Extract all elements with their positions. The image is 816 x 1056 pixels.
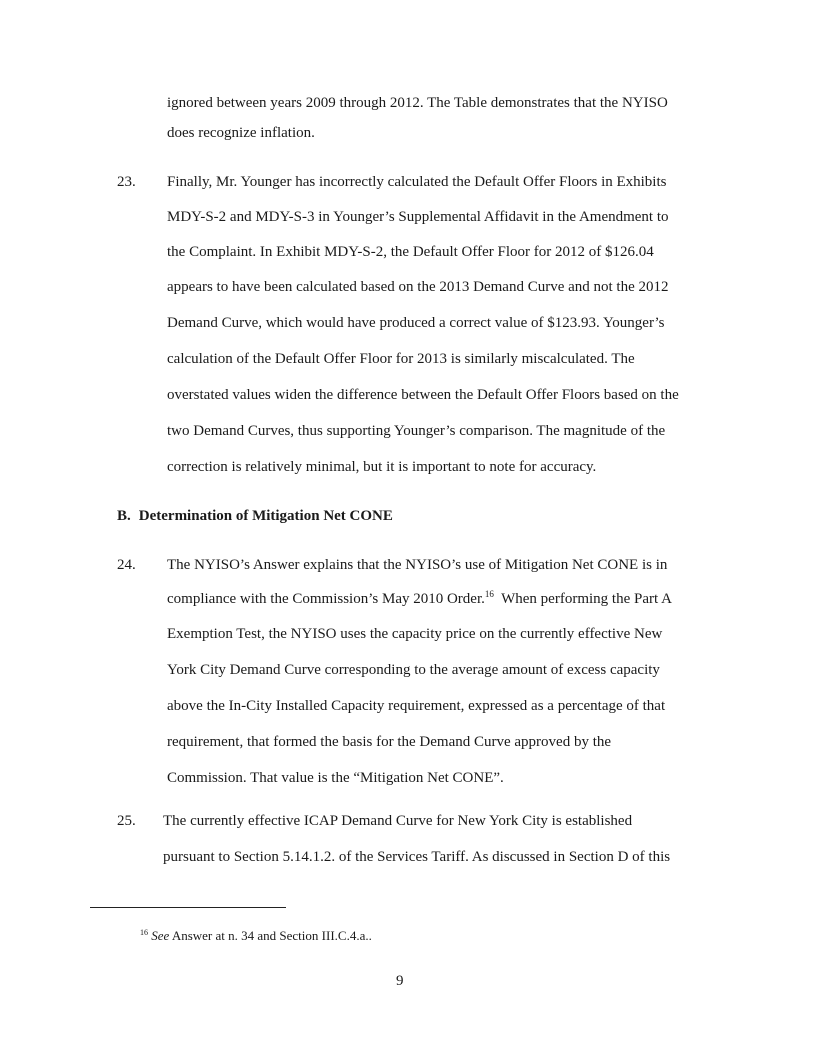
footnote-signal: See [151,928,170,943]
paragraph-23-line: the Complaint. In Exhibit MDY-S-2, the Default Offer Floor for 2012 of $126.04 [167,244,654,260]
paragraph-23-line: calculation of the Default Offer Floor for 2013 is similarly miscalculated. The [167,351,635,367]
paragraph-23-line: two Demand Curves, thus supporting Younger’s comparison. The magnitude of the [167,423,666,439]
continuation-line: does recognize inflation. [167,125,315,141]
paragraph-23-line: Demand Curve, which would have produced a correct value of $123.93. Younger’s [167,315,665,331]
paragraph-24-line: The NYISO’s Answer explains that the NYISO’s use of Mitigation Net CONE is in [167,557,668,573]
paragraph-23-line: correction is relatively minimal, but it is important to note for accuracy. [167,459,597,475]
paragraph-23-line: Finally, Mr. Younger has incorrectly calculated the Default Offer Floors in Exhibits [167,174,667,190]
section-letter: B. [117,508,131,524]
paragraph-number-25: 25. [117,813,136,829]
paragraph-24-line: Commission. That value is the “Mitigation Net CONE”. [167,770,504,786]
paragraph-23-line: overstated values widen the difference between the Default Offer Floors based on the [167,387,679,403]
paragraph-24-line: requirement, that formed the basis for the Demand Curve approved by the [167,734,612,750]
section-title: Determination of Mitigation Net CONE [138,508,393,524]
continuation-line: ignored between years 2009 through 2012. The Table demonstrates that the NYISO [167,95,668,111]
paragraph-23-line: MDY-S-2 and MDY-S-3 in Younger’s Supplemental Affidavit in the Amendment to [167,209,669,225]
paragraph-24-line: Exemption Test, the NYISO uses the capacity price on the currently effective New [167,626,663,642]
paragraph-24-text: compliance with the Commission’s May 2010 Order. [167,591,485,607]
paragraph-24-line [167,590,672,608]
paragraph-25-line: pursuant to Section 5.14.1.2. of the Services Tariff. As discussed in Section D of this [163,849,671,865]
footnote-reference[interactable]: 16 [484,589,494,599]
paragraph-24-text: When performing the Part A [493,591,672,607]
page-number: 9 [396,973,404,989]
paragraph-number-24: 24. [117,557,136,573]
paragraph-24-line: above the In-City Installed Capacity requirement, expressed as a percentage of that [167,698,666,714]
footnote-marker: 16 [140,928,148,937]
paragraph-24-line: York City Demand Curve corresponding to the average amount of excess capacity [167,662,660,678]
footnote [140,928,372,944]
footnote-text: Answer at n. 34 and Section III.C.4.a.. [169,928,372,943]
paragraph-25-line: The currently effective ICAP Demand Curve for New York City is established [163,813,633,829]
section-heading [117,507,393,525]
paragraph-23-line: appears to have been calculated based on the 2013 Demand Curve and not the 2012 [167,279,669,295]
footnote-divider [90,907,286,908]
paragraph-number-23: 23. [117,174,136,190]
